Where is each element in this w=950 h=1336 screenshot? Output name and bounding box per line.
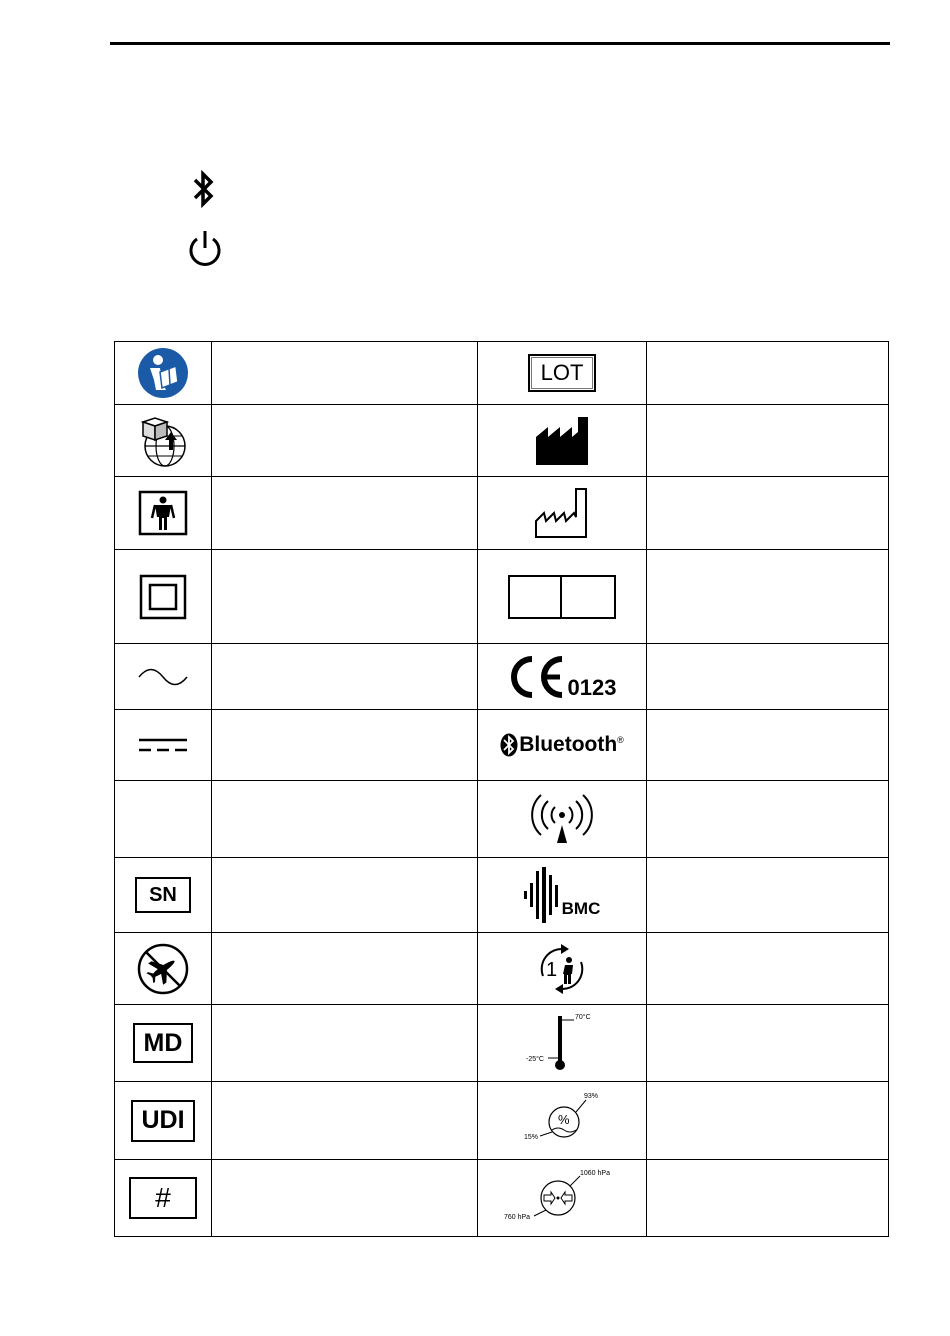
udi-icon	[115, 1100, 211, 1142]
medical-device-icon	[115, 1023, 211, 1063]
description-cell	[647, 858, 889, 933]
instructions-icon	[115, 346, 211, 400]
description-cell	[212, 342, 478, 405]
header-rule	[110, 42, 890, 45]
description-cell	[647, 933, 889, 1005]
no-airplane-icon	[115, 942, 211, 996]
description-cell	[647, 342, 889, 405]
type-bf-icon	[115, 490, 211, 536]
bluetooth-icon	[192, 170, 216, 208]
ce-mark-icon	[478, 655, 646, 699]
lot-icon	[478, 354, 646, 392]
description-cell	[212, 933, 478, 1005]
dc-icon	[115, 735, 211, 755]
manufacture-date-icon	[478, 487, 646, 539]
description-cell	[212, 1005, 478, 1082]
description-cell	[647, 644, 889, 710]
table-row	[115, 342, 889, 405]
description-cell	[212, 477, 478, 550]
pressure-limit-icon	[478, 1168, 646, 1228]
description-cell	[647, 550, 889, 644]
description-cell	[212, 781, 478, 858]
table-row	[115, 933, 889, 1005]
description-cell	[212, 644, 478, 710]
description-cell	[212, 405, 478, 477]
table-row	[115, 1082, 889, 1160]
table-row	[115, 1005, 889, 1082]
bmc-wordmark: BMC	[561, 899, 601, 918]
lot-label: LOT	[531, 357, 593, 389]
temperature-low: -25°C	[526, 1056, 544, 1063]
temperature-limit-icon	[478, 1012, 646, 1074]
non-ionizing-radiation-icon	[478, 791, 646, 847]
humidity-percent-sign: %	[558, 1111, 570, 1127]
description-cell	[647, 405, 889, 477]
description-cell	[212, 858, 478, 933]
notified-body-number: 0123	[567, 674, 617, 700]
description-cell	[647, 477, 889, 550]
humidity-limit-icon	[478, 1092, 646, 1150]
humidity-low: 15%	[524, 1133, 539, 1141]
table-row	[115, 1160, 889, 1237]
class-ii-icon	[115, 574, 211, 620]
description-cell	[212, 1082, 478, 1160]
description-cell	[647, 1160, 889, 1237]
pressure-low: 760 hPa	[504, 1214, 531, 1221]
symbols-table	[114, 341, 889, 1237]
description-cell	[647, 710, 889, 781]
humidity-high: 93%	[584, 1092, 599, 1100]
importer-icon	[115, 412, 211, 470]
description-cell	[647, 1082, 889, 1160]
bluetooth-wordmark: Bluetooth	[519, 733, 618, 756]
temperature-high: 70°C	[575, 1014, 591, 1021]
catalog-number-icon	[115, 1177, 211, 1219]
description-cell	[212, 710, 478, 781]
table-row	[115, 858, 889, 933]
power-icon	[186, 228, 224, 268]
table-row	[115, 644, 889, 710]
double-box-icon	[478, 574, 646, 620]
description-cell	[647, 1005, 889, 1082]
description-cell	[647, 781, 889, 858]
description-cell	[212, 550, 478, 644]
medical-device-label: MD	[133, 1023, 193, 1063]
registered-mark: ®	[617, 735, 624, 745]
bmc-logo-icon	[478, 867, 646, 923]
table-row	[115, 477, 889, 550]
empty-symbol-cell	[115, 781, 212, 858]
ac-icon	[115, 667, 211, 687]
table-row	[115, 781, 889, 858]
catalog-number-label: #	[129, 1177, 197, 1219]
bluetooth-logo-icon	[478, 733, 646, 757]
description-cell	[212, 1160, 478, 1237]
single-patient-number: 1	[546, 958, 558, 981]
udi-label: UDI	[131, 1100, 195, 1142]
manufacturer-icon	[478, 415, 646, 467]
pressure-high: 1060 hPa	[580, 1170, 610, 1177]
table-row	[115, 405, 889, 477]
serial-number-icon	[115, 877, 211, 913]
table-row	[115, 550, 889, 644]
serial-number-label: SN	[135, 877, 191, 913]
single-patient-multiple-use-icon	[478, 940, 646, 998]
table-row	[115, 710, 889, 781]
